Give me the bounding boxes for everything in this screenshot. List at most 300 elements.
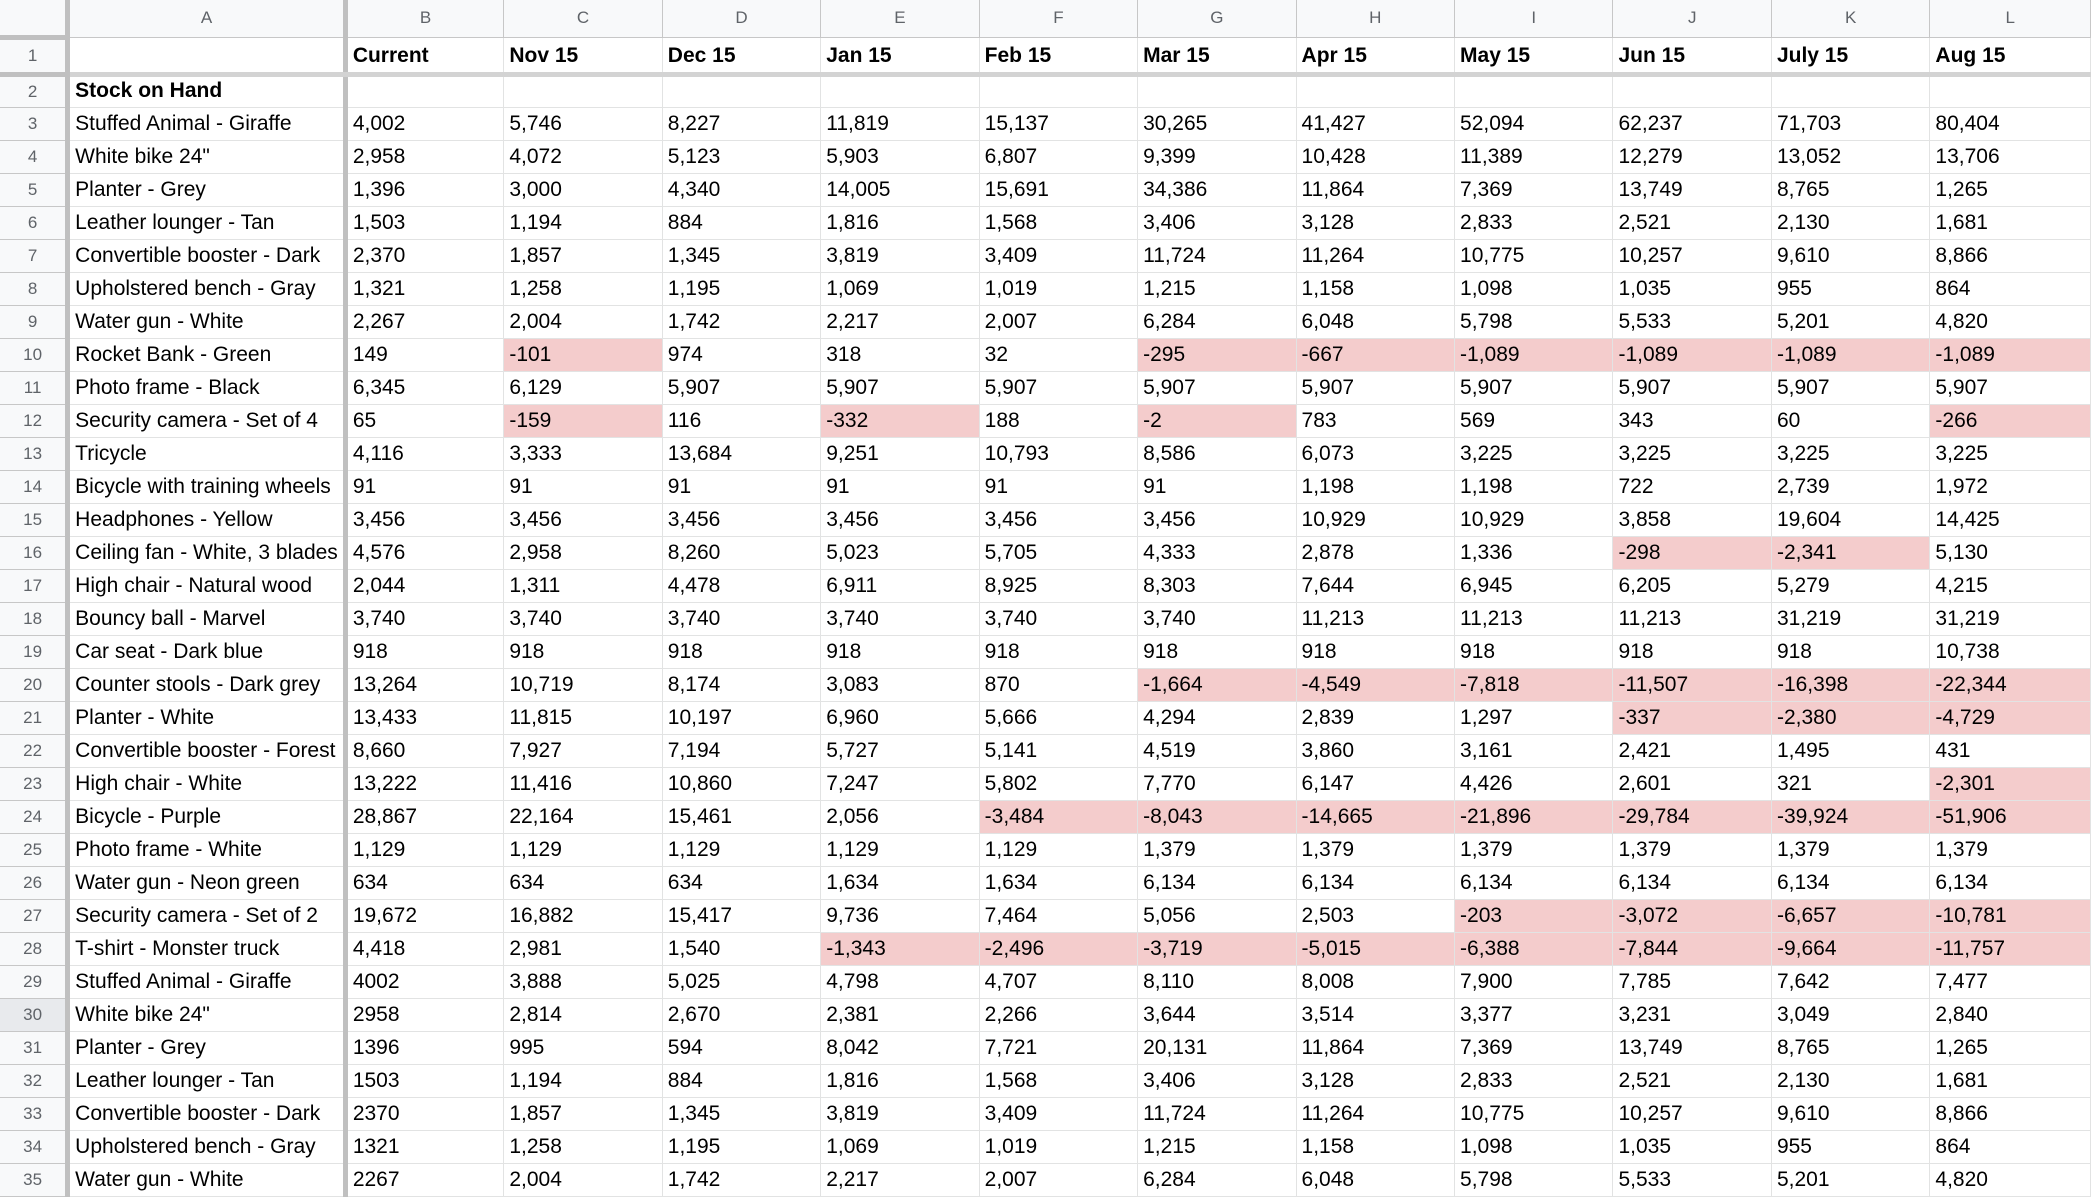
product-name-cell[interactable]: Planter - White bbox=[68, 701, 346, 734]
stock-value-cell[interactable]: 918 bbox=[1771, 635, 1929, 668]
product-name-cell[interactable]: Leather lounger - Tan bbox=[68, 206, 346, 239]
stock-value-cell[interactable]: 31,219 bbox=[1930, 602, 2091, 635]
negative-stock-cell[interactable]: -29,784 bbox=[1613, 800, 1771, 833]
row-number[interactable]: 8 bbox=[0, 272, 68, 305]
product-name-cell[interactable]: Bouncy ball - Marvel bbox=[68, 602, 346, 635]
negative-stock-cell[interactable]: -22,344 bbox=[1930, 668, 2091, 701]
select-all-corner[interactable] bbox=[0, 0, 68, 37]
row-number[interactable]: 32 bbox=[0, 1064, 68, 1097]
negative-stock-cell[interactable]: -51,906 bbox=[1930, 800, 2091, 833]
stock-value-cell[interactable]: 3,514 bbox=[1296, 998, 1454, 1031]
stock-value-cell[interactable]: 4,478 bbox=[662, 569, 820, 602]
stock-value-cell[interactable]: 8,586 bbox=[1138, 437, 1296, 470]
stock-value-cell[interactable]: 3,409 bbox=[979, 239, 1137, 272]
negative-stock-cell[interactable]: -2,496 bbox=[979, 932, 1137, 965]
stock-value-cell[interactable]: 11,864 bbox=[1296, 1031, 1454, 1064]
stock-value-cell[interactable]: 1,195 bbox=[662, 272, 820, 305]
month-header-cell[interactable]: Feb 15 bbox=[979, 37, 1137, 74]
stock-value-cell[interactable]: 5,802 bbox=[979, 767, 1137, 800]
stock-value-cell[interactable]: 6,134 bbox=[1138, 866, 1296, 899]
product-name-cell[interactable]: High chair - White bbox=[68, 767, 346, 800]
stock-value-cell[interactable]: 41,427 bbox=[1296, 107, 1454, 140]
negative-stock-cell[interactable]: -4,549 bbox=[1296, 668, 1454, 701]
stock-value-cell[interactable]: 4,116 bbox=[345, 437, 504, 470]
stock-value-cell[interactable]: 1,019 bbox=[979, 272, 1137, 305]
stock-value-cell[interactable]: 2,833 bbox=[1455, 206, 1613, 239]
product-name-cell[interactable]: Bicycle - Purple bbox=[68, 800, 346, 833]
column-header-d[interactable]: D bbox=[662, 0, 820, 37]
stock-value-cell[interactable]: 8,227 bbox=[662, 107, 820, 140]
stock-value-cell[interactable]: 1,681 bbox=[1930, 206, 2091, 239]
row-number[interactable]: 26 bbox=[0, 866, 68, 899]
stock-value-cell[interactable]: 2,421 bbox=[1613, 734, 1771, 767]
negative-stock-cell[interactable]: -101 bbox=[504, 338, 662, 371]
stock-value-cell[interactable]: 6,134 bbox=[1613, 866, 1771, 899]
stock-value-cell[interactable]: 6,073 bbox=[1296, 437, 1454, 470]
stock-value-cell[interactable]: 3,456 bbox=[504, 503, 662, 536]
stock-value-cell[interactable]: 2,004 bbox=[504, 1163, 662, 1196]
row-number[interactable]: 19 bbox=[0, 635, 68, 668]
negative-stock-cell[interactable]: -1,664 bbox=[1138, 668, 1296, 701]
negative-stock-cell[interactable]: -159 bbox=[504, 404, 662, 437]
stock-value-cell[interactable]: 4,340 bbox=[662, 173, 820, 206]
stock-value-cell[interactable]: 9,610 bbox=[1771, 1097, 1929, 1130]
column-header-a[interactable]: A bbox=[68, 0, 346, 37]
stock-value-cell[interactable]: 569 bbox=[1455, 404, 1613, 437]
stock-value-cell[interactable]: 188 bbox=[979, 404, 1137, 437]
stock-value-cell[interactable]: 884 bbox=[662, 206, 820, 239]
negative-stock-cell[interactable]: -2,301 bbox=[1930, 767, 2091, 800]
stock-value-cell[interactable]: 3,083 bbox=[821, 668, 979, 701]
row-number[interactable]: 29 bbox=[0, 965, 68, 998]
stock-value-cell[interactable]: 321 bbox=[1771, 767, 1929, 800]
negative-stock-cell[interactable]: -266 bbox=[1930, 404, 2091, 437]
stock-value-cell[interactable]: 3,225 bbox=[1771, 437, 1929, 470]
stock-value-cell[interactable]: 13,749 bbox=[1613, 1031, 1771, 1064]
stock-value-cell[interactable]: 634 bbox=[345, 866, 504, 899]
stock-value-cell[interactable]: 2,044 bbox=[345, 569, 504, 602]
product-name-cell[interactable]: Bicycle with training wheels bbox=[68, 470, 346, 503]
stock-value-cell[interactable]: 2,521 bbox=[1613, 206, 1771, 239]
stock-value-cell[interactable]: 722 bbox=[1613, 470, 1771, 503]
stock-value-cell[interactable]: 2,056 bbox=[821, 800, 979, 833]
stock-value-cell[interactable]: 1,258 bbox=[504, 272, 662, 305]
negative-stock-cell[interactable]: -11,757 bbox=[1930, 932, 2091, 965]
stock-value-cell[interactable]: 318 bbox=[821, 338, 979, 371]
stock-value-cell[interactable]: 5,907 bbox=[662, 371, 820, 404]
empty-cell[interactable] bbox=[345, 74, 504, 107]
stock-value-cell[interactable]: 14,005 bbox=[821, 173, 979, 206]
product-name-cell[interactable]: Counter stools - Dark grey bbox=[68, 668, 346, 701]
stock-value-cell[interactable]: 783 bbox=[1296, 404, 1454, 437]
stock-value-cell[interactable]: 91 bbox=[1138, 470, 1296, 503]
stock-value-cell[interactable]: 5,123 bbox=[662, 140, 820, 173]
negative-stock-cell[interactable]: -9,664 bbox=[1771, 932, 1929, 965]
stock-value-cell[interactable]: 2,130 bbox=[1771, 206, 1929, 239]
stock-value-cell[interactable]: 1,681 bbox=[1930, 1064, 2091, 1097]
stock-value-cell[interactable]: 6,284 bbox=[1138, 305, 1296, 338]
stock-value-cell[interactable]: 864 bbox=[1930, 272, 2091, 305]
stock-value-cell[interactable]: 9,736 bbox=[821, 899, 979, 932]
negative-stock-cell[interactable]: -5,015 bbox=[1296, 932, 1454, 965]
negative-stock-cell[interactable]: -6,657 bbox=[1771, 899, 1929, 932]
product-name-cell[interactable]: Stuffed Animal - Giraffe bbox=[68, 965, 346, 998]
row-number[interactable]: 9 bbox=[0, 305, 68, 338]
stock-value-cell[interactable]: 8,303 bbox=[1138, 569, 1296, 602]
stock-value-cell[interactable]: 3,161 bbox=[1455, 734, 1613, 767]
stock-value-cell[interactable]: 3,377 bbox=[1455, 998, 1613, 1031]
stock-value-cell[interactable]: 6,945 bbox=[1455, 569, 1613, 602]
stock-value-cell[interactable]: 4,294 bbox=[1138, 701, 1296, 734]
stock-value-cell[interactable]: 2,670 bbox=[662, 998, 820, 1031]
stock-value-cell[interactable]: 6,134 bbox=[1771, 866, 1929, 899]
stock-value-cell[interactable]: 8,260 bbox=[662, 536, 820, 569]
stock-value-cell[interactable]: 3,333 bbox=[504, 437, 662, 470]
stock-value-cell[interactable]: 594 bbox=[662, 1031, 820, 1064]
product-name-cell[interactable]: Security camera - Set of 4 bbox=[68, 404, 346, 437]
stock-value-cell[interactable]: 10,197 bbox=[662, 701, 820, 734]
stock-value-cell[interactable]: 6,129 bbox=[504, 371, 662, 404]
negative-stock-cell[interactable]: -2,380 bbox=[1771, 701, 1929, 734]
stock-value-cell[interactable]: 7,369 bbox=[1455, 1031, 1613, 1064]
stock-value-cell[interactable]: 2,267 bbox=[345, 305, 504, 338]
stock-value-cell[interactable]: 2,503 bbox=[1296, 899, 1454, 932]
stock-value-cell[interactable]: 13,222 bbox=[345, 767, 504, 800]
stock-value-cell[interactable]: 918 bbox=[1613, 635, 1771, 668]
stock-value-cell[interactable]: 14,425 bbox=[1930, 503, 2091, 536]
stock-value-cell[interactable]: 15,417 bbox=[662, 899, 820, 932]
stock-value-cell[interactable]: 20,131 bbox=[1138, 1031, 1296, 1064]
stock-value-cell[interactable]: 2,007 bbox=[979, 305, 1137, 338]
stock-value-cell[interactable]: 4,707 bbox=[979, 965, 1137, 998]
product-name-cell[interactable]: Convertible booster - Forest bbox=[68, 734, 346, 767]
stock-value-cell[interactable]: 5,130 bbox=[1930, 536, 2091, 569]
stock-value-cell[interactable]: 1,816 bbox=[821, 206, 979, 239]
column-header-g[interactable]: G bbox=[1138, 0, 1296, 37]
stock-value-cell[interactable]: 3,128 bbox=[1296, 206, 1454, 239]
stock-value-cell[interactable]: 918 bbox=[345, 635, 504, 668]
stock-value-cell[interactable]: 7,194 bbox=[662, 734, 820, 767]
stock-value-cell[interactable]: 6,911 bbox=[821, 569, 979, 602]
stock-value-cell[interactable]: 1,129 bbox=[979, 833, 1137, 866]
stock-value-cell[interactable]: 6,048 bbox=[1296, 1163, 1454, 1196]
stock-value-cell[interactable]: 19,604 bbox=[1771, 503, 1929, 536]
stock-value-cell[interactable]: 1,069 bbox=[821, 1130, 979, 1163]
negative-stock-cell[interactable]: -8,043 bbox=[1138, 800, 1296, 833]
stock-value-cell[interactable]: 955 bbox=[1771, 272, 1929, 305]
stock-value-cell[interactable]: 1,265 bbox=[1930, 173, 2091, 206]
product-name-cell[interactable]: Headphones - Yellow bbox=[68, 503, 346, 536]
stock-value-cell[interactable]: 10,428 bbox=[1296, 140, 1454, 173]
stock-value-cell[interactable]: 1,019 bbox=[979, 1130, 1137, 1163]
stock-value-cell[interactable]: 1,742 bbox=[662, 305, 820, 338]
product-name-cell[interactable]: Photo frame - Black bbox=[68, 371, 346, 404]
stock-value-cell[interactable]: 8,925 bbox=[979, 569, 1137, 602]
stock-value-cell[interactable]: 2,266 bbox=[979, 998, 1137, 1031]
stock-value-cell[interactable]: 3,000 bbox=[504, 173, 662, 206]
stock-value-cell[interactable]: 8,660 bbox=[345, 734, 504, 767]
stock-value-cell[interactable]: 1396 bbox=[345, 1031, 504, 1064]
product-name-cell[interactable]: Water gun - Neon green bbox=[68, 866, 346, 899]
stock-value-cell[interactable]: 13,052 bbox=[1771, 140, 1929, 173]
stock-value-cell[interactable]: 2,840 bbox=[1930, 998, 2091, 1031]
stock-value-cell[interactable]: 2,739 bbox=[1771, 470, 1929, 503]
stock-value-cell[interactable]: 10,738 bbox=[1930, 635, 2091, 668]
stock-value-cell[interactable]: 2,601 bbox=[1613, 767, 1771, 800]
stock-value-cell[interactable]: 343 bbox=[1613, 404, 1771, 437]
product-name-cell[interactable]: Tricycle bbox=[68, 437, 346, 470]
stock-value-cell[interactable]: 5,705 bbox=[979, 536, 1137, 569]
stock-value-cell[interactable]: 4,418 bbox=[345, 932, 504, 965]
stock-value-cell[interactable]: 7,900 bbox=[1455, 965, 1613, 998]
stock-value-cell[interactable]: 3,225 bbox=[1930, 437, 2091, 470]
stock-value-cell[interactable]: 3,231 bbox=[1613, 998, 1771, 1031]
stock-value-cell[interactable]: 7,642 bbox=[1771, 965, 1929, 998]
stock-value-cell[interactable]: 7,247 bbox=[821, 767, 979, 800]
product-name-cell[interactable]: T-shirt - Monster truck bbox=[68, 932, 346, 965]
stock-value-cell[interactable]: 10,860 bbox=[662, 767, 820, 800]
column-header-l[interactable]: L bbox=[1930, 0, 2091, 37]
stock-value-cell[interactable]: 28,867 bbox=[345, 800, 504, 833]
column-header-j[interactable]: J bbox=[1613, 0, 1771, 37]
stock-value-cell[interactable]: 5,279 bbox=[1771, 569, 1929, 602]
stock-value-cell[interactable]: 1,129 bbox=[504, 833, 662, 866]
negative-stock-cell[interactable]: -1,089 bbox=[1930, 338, 2091, 371]
stock-value-cell[interactable]: 870 bbox=[979, 668, 1137, 701]
negative-stock-cell[interactable]: -298 bbox=[1613, 536, 1771, 569]
stock-value-cell[interactable]: 2,839 bbox=[1296, 701, 1454, 734]
stock-value-cell[interactable]: 1,379 bbox=[1296, 833, 1454, 866]
negative-stock-cell[interactable]: -14,665 bbox=[1296, 800, 1454, 833]
stock-value-cell[interactable]: 4,820 bbox=[1930, 1163, 2091, 1196]
row-number[interactable]: 24 bbox=[0, 800, 68, 833]
stock-value-cell[interactable]: 5,533 bbox=[1613, 305, 1771, 338]
stock-value-cell[interactable]: 16,882 bbox=[504, 899, 662, 932]
stock-value-cell[interactable]: 4,215 bbox=[1930, 569, 2091, 602]
product-name-cell[interactable]: Planter - Grey bbox=[68, 1031, 346, 1064]
stock-value-cell[interactable]: 13,433 bbox=[345, 701, 504, 734]
stock-value-cell[interactable]: 12,279 bbox=[1613, 140, 1771, 173]
stock-value-cell[interactable]: 2,217 bbox=[821, 305, 979, 338]
stock-value-cell[interactable]: 116 bbox=[662, 404, 820, 437]
stock-value-cell[interactable]: 8,765 bbox=[1771, 1031, 1929, 1064]
stock-value-cell[interactable]: 6,134 bbox=[1455, 866, 1613, 899]
stock-value-cell[interactable]: 4,002 bbox=[345, 107, 504, 140]
stock-value-cell[interactable]: 1,568 bbox=[979, 1064, 1137, 1097]
stock-value-cell[interactable]: 6,205 bbox=[1613, 569, 1771, 602]
product-name-cell[interactable]: Ceiling fan - White, 3 blades bbox=[68, 536, 346, 569]
stock-value-cell[interactable]: 91 bbox=[662, 470, 820, 503]
row-number[interactable]: 30 bbox=[0, 998, 68, 1031]
negative-stock-cell[interactable]: -1,089 bbox=[1455, 338, 1613, 371]
stock-value-cell[interactable]: 864 bbox=[1930, 1130, 2091, 1163]
stock-value-cell[interactable]: 91 bbox=[504, 470, 662, 503]
stock-value-cell[interactable]: 11,389 bbox=[1455, 140, 1613, 173]
stock-value-cell[interactable]: 3,740 bbox=[504, 602, 662, 635]
month-header-cell[interactable]: Current bbox=[345, 37, 504, 74]
section-label-cell[interactable]: Stock on Hand bbox=[68, 74, 346, 107]
stock-value-cell[interactable]: 5,798 bbox=[1455, 1163, 1613, 1196]
negative-stock-cell[interactable]: -295 bbox=[1138, 338, 1296, 371]
stock-value-cell[interactable]: 3,225 bbox=[1613, 437, 1771, 470]
stock-value-cell[interactable]: 1,098 bbox=[1455, 272, 1613, 305]
stock-value-cell[interactable]: 13,264 bbox=[345, 668, 504, 701]
negative-stock-cell[interactable]: -4,729 bbox=[1930, 701, 2091, 734]
row-number[interactable]: 5 bbox=[0, 173, 68, 206]
stock-value-cell[interactable]: 1,495 bbox=[1771, 734, 1929, 767]
stock-value-cell[interactable]: 4,072 bbox=[504, 140, 662, 173]
product-name-cell[interactable]: Upholstered bench - Gray bbox=[68, 272, 346, 305]
stock-value-cell[interactable]: 13,706 bbox=[1930, 140, 2091, 173]
stock-value-cell[interactable]: 7,785 bbox=[1613, 965, 1771, 998]
stock-value-cell[interactable]: 5,907 bbox=[979, 371, 1137, 404]
stock-value-cell[interactable]: 5,666 bbox=[979, 701, 1137, 734]
row-number[interactable]: 17 bbox=[0, 569, 68, 602]
stock-value-cell[interactable]: 9,610 bbox=[1771, 239, 1929, 272]
stock-value-cell[interactable]: 5,533 bbox=[1613, 1163, 1771, 1196]
empty-cell[interactable] bbox=[1613, 74, 1771, 107]
negative-stock-cell[interactable]: -7,818 bbox=[1455, 668, 1613, 701]
stock-value-cell[interactable]: 4,798 bbox=[821, 965, 979, 998]
stock-value-cell[interactable]: 8,765 bbox=[1771, 173, 1929, 206]
stock-value-cell[interactable]: 19,672 bbox=[345, 899, 504, 932]
stock-value-cell[interactable]: 8,110 bbox=[1138, 965, 1296, 998]
stock-value-cell[interactable]: 1,857 bbox=[504, 1097, 662, 1130]
row-number[interactable]: 25 bbox=[0, 833, 68, 866]
stock-value-cell[interactable]: 5,907 bbox=[1613, 371, 1771, 404]
row-number[interactable]: 23 bbox=[0, 767, 68, 800]
stock-value-cell[interactable]: 91 bbox=[345, 470, 504, 503]
negative-stock-cell[interactable]: -16,398 bbox=[1771, 668, 1929, 701]
column-header-b[interactable]: B bbox=[345, 0, 504, 37]
stock-value-cell[interactable]: 65 bbox=[345, 404, 504, 437]
stock-value-cell[interactable]: 2,981 bbox=[504, 932, 662, 965]
stock-value-cell[interactable]: 2,217 bbox=[821, 1163, 979, 1196]
stock-value-cell[interactable]: 995 bbox=[504, 1031, 662, 1064]
row-number[interactable]: 34 bbox=[0, 1130, 68, 1163]
negative-stock-cell[interactable]: -10,781 bbox=[1930, 899, 2091, 932]
negative-stock-cell[interactable]: -1,343 bbox=[821, 932, 979, 965]
stock-value-cell[interactable]: 1,816 bbox=[821, 1064, 979, 1097]
stock-value-cell[interactable]: 8,008 bbox=[1296, 965, 1454, 998]
stock-value-cell[interactable]: 5,907 bbox=[1455, 371, 1613, 404]
stock-value-cell[interactable]: 8,866 bbox=[1930, 1097, 2091, 1130]
negative-stock-cell[interactable]: -39,924 bbox=[1771, 800, 1929, 833]
stock-value-cell[interactable]: 3,740 bbox=[345, 602, 504, 635]
stock-value-cell[interactable]: 3,644 bbox=[1138, 998, 1296, 1031]
month-header-cell[interactable]: Jun 15 bbox=[1613, 37, 1771, 74]
stock-value-cell[interactable]: 4,820 bbox=[1930, 305, 2091, 338]
stock-value-cell[interactable]: 5,798 bbox=[1455, 305, 1613, 338]
stock-value-cell[interactable]: 10,929 bbox=[1296, 503, 1454, 536]
empty-cell[interactable] bbox=[662, 74, 820, 107]
product-name-cell[interactable]: Stuffed Animal - Giraffe bbox=[68, 107, 346, 140]
stock-value-cell[interactable]: 1,972 bbox=[1930, 470, 2091, 503]
product-name-cell[interactable]: Security camera - Set of 2 bbox=[68, 899, 346, 932]
stock-value-cell[interactable]: 6,048 bbox=[1296, 305, 1454, 338]
negative-stock-cell[interactable]: -2,341 bbox=[1771, 536, 1929, 569]
stock-value-cell[interactable]: 1,379 bbox=[1138, 833, 1296, 866]
stock-value-cell[interactable]: 6,345 bbox=[345, 371, 504, 404]
stock-value-cell[interactable]: 13,749 bbox=[1613, 173, 1771, 206]
stock-value-cell[interactable]: 6,134 bbox=[1296, 866, 1454, 899]
stock-value-cell[interactable]: 3,858 bbox=[1613, 503, 1771, 536]
stock-value-cell[interactable]: 11,815 bbox=[504, 701, 662, 734]
stock-value-cell[interactable]: 11,264 bbox=[1296, 239, 1454, 272]
stock-value-cell[interactable]: 3,456 bbox=[821, 503, 979, 536]
negative-stock-cell[interactable]: -11,507 bbox=[1613, 668, 1771, 701]
stock-value-cell[interactable]: 634 bbox=[662, 866, 820, 899]
stock-value-cell[interactable]: 634 bbox=[504, 866, 662, 899]
month-header-cell[interactable]: Nov 15 bbox=[504, 37, 662, 74]
stock-value-cell[interactable]: 3,819 bbox=[821, 1097, 979, 1130]
stock-value-cell[interactable]: 62,237 bbox=[1613, 107, 1771, 140]
stock-value-cell[interactable]: 13,684 bbox=[662, 437, 820, 470]
stock-value-cell[interactable]: 1,194 bbox=[504, 206, 662, 239]
stock-value-cell[interactable]: 1,503 bbox=[345, 206, 504, 239]
stock-value-cell[interactable]: 1,379 bbox=[1613, 833, 1771, 866]
stock-value-cell[interactable]: 7,477 bbox=[1930, 965, 2091, 998]
row-number[interactable]: 33 bbox=[0, 1097, 68, 1130]
product-name-cell[interactable]: Photo frame - White bbox=[68, 833, 346, 866]
stock-value-cell[interactable]: 1,194 bbox=[504, 1064, 662, 1097]
stock-value-cell[interactable]: 918 bbox=[662, 635, 820, 668]
empty-cell[interactable] bbox=[1296, 74, 1454, 107]
empty-cell[interactable] bbox=[979, 74, 1137, 107]
row-number[interactable]: 35 bbox=[0, 1163, 68, 1196]
stock-value-cell[interactable]: 1,195 bbox=[662, 1130, 820, 1163]
stock-value-cell[interactable]: 3,225 bbox=[1455, 437, 1613, 470]
month-header-cell[interactable]: Aug 15 bbox=[1930, 37, 2091, 74]
column-header-i[interactable]: I bbox=[1455, 0, 1613, 37]
product-name-cell[interactable]: Water gun - White bbox=[68, 1163, 346, 1196]
row-number[interactable]: 12 bbox=[0, 404, 68, 437]
row-number[interactable]: 20 bbox=[0, 668, 68, 701]
stock-value-cell[interactable]: 149 bbox=[345, 338, 504, 371]
row-number[interactable]: 3 bbox=[0, 107, 68, 140]
stock-value-cell[interactable]: 91 bbox=[821, 470, 979, 503]
stock-value-cell[interactable]: 1,098 bbox=[1455, 1130, 1613, 1163]
negative-stock-cell[interactable]: -1,089 bbox=[1613, 338, 1771, 371]
stock-value-cell[interactable]: 10,793 bbox=[979, 437, 1137, 470]
row-number[interactable]: 15 bbox=[0, 503, 68, 536]
stock-value-cell[interactable]: 918 bbox=[504, 635, 662, 668]
stock-value-cell[interactable]: 2958 bbox=[345, 998, 504, 1031]
stock-value-cell[interactable]: 1,158 bbox=[1296, 1130, 1454, 1163]
stock-value-cell[interactable]: 2,521 bbox=[1613, 1064, 1771, 1097]
month-header-cell[interactable]: Apr 15 bbox=[1296, 37, 1454, 74]
stock-value-cell[interactable]: 11,213 bbox=[1613, 602, 1771, 635]
row-number[interactable]: 27 bbox=[0, 899, 68, 932]
stock-value-cell[interactable]: 3,456 bbox=[345, 503, 504, 536]
stock-value-cell[interactable]: 974 bbox=[662, 338, 820, 371]
empty-cell[interactable] bbox=[1138, 74, 1296, 107]
stock-value-cell[interactable]: 11,864 bbox=[1296, 173, 1454, 206]
stock-value-cell[interactable]: 1,198 bbox=[1296, 470, 1454, 503]
stock-value-cell[interactable]: 1,396 bbox=[345, 173, 504, 206]
row-number[interactable]: 18 bbox=[0, 602, 68, 635]
stock-value-cell[interactable]: 5,907 bbox=[821, 371, 979, 404]
negative-stock-cell[interactable]: -7,844 bbox=[1613, 932, 1771, 965]
month-header-cell[interactable]: July 15 bbox=[1771, 37, 1929, 74]
stock-value-cell[interactable]: 71,703 bbox=[1771, 107, 1929, 140]
stock-value-cell[interactable]: 30,265 bbox=[1138, 107, 1296, 140]
stock-value-cell[interactable]: 3,888 bbox=[504, 965, 662, 998]
stock-value-cell[interactable]: 3,740 bbox=[979, 602, 1137, 635]
stock-value-cell[interactable]: 15,691 bbox=[979, 173, 1137, 206]
stock-value-cell[interactable]: 4,333 bbox=[1138, 536, 1296, 569]
column-header-f[interactable]: F bbox=[979, 0, 1137, 37]
